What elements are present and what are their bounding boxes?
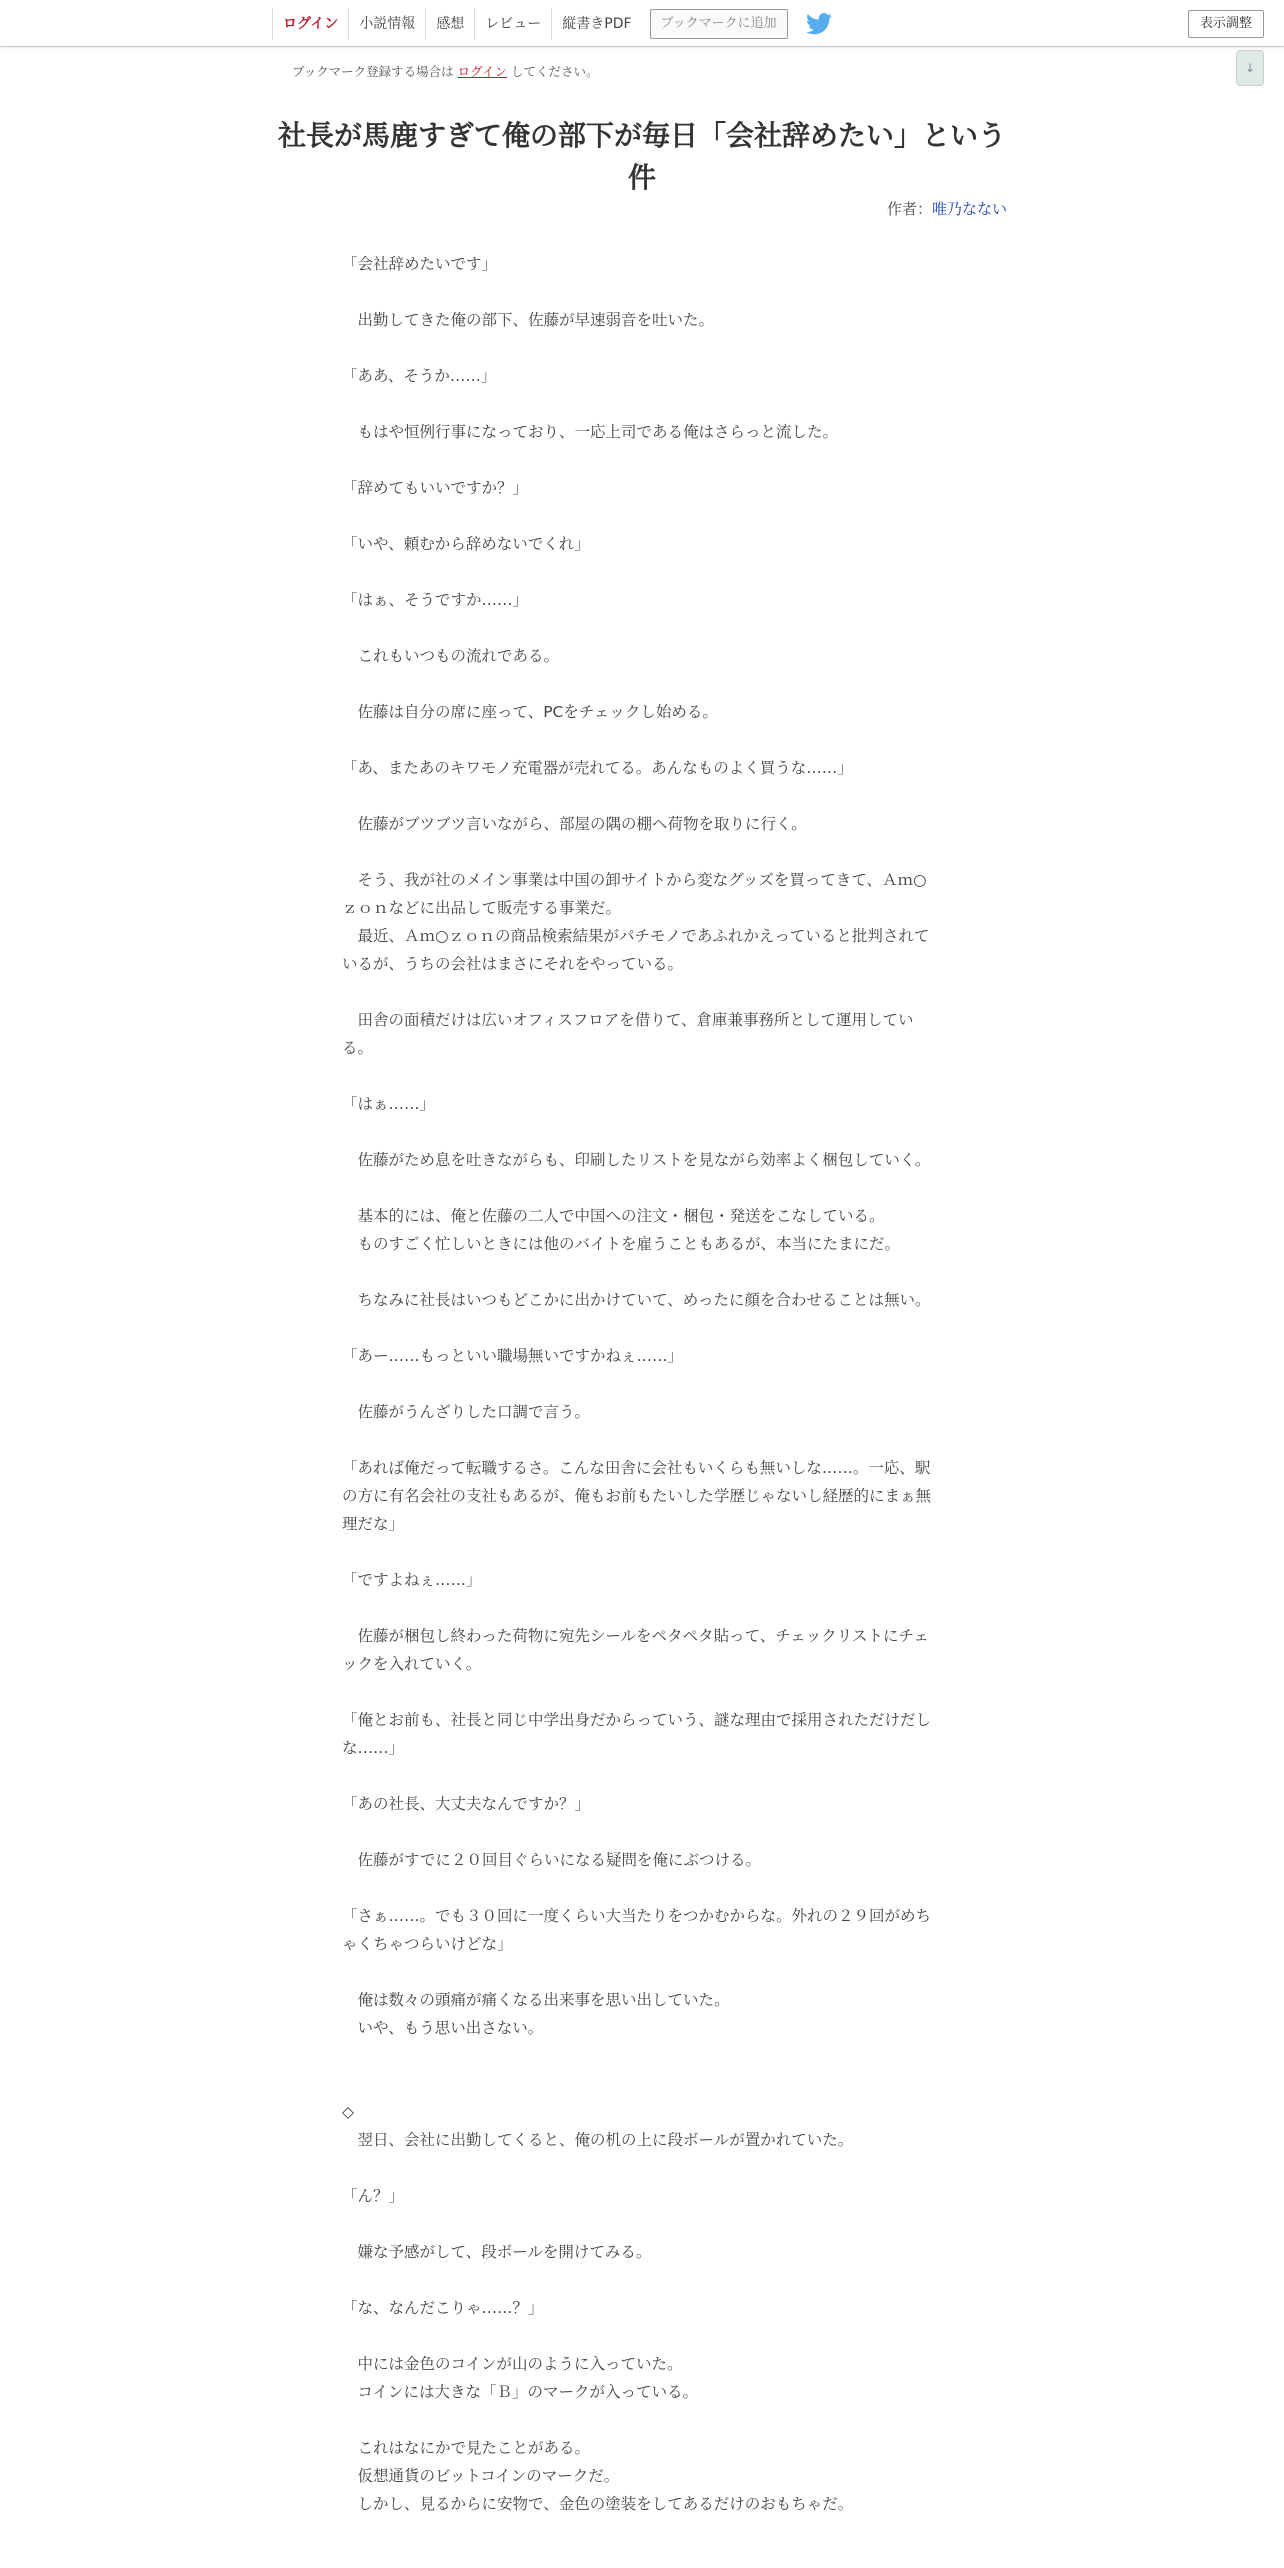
novel-paragraph: 佐藤は自分の席に座って、PCをチェックし始める。 [342,703,718,721]
novel-paragraph: 俺は数々の頭痛が痛くなる出来事を思い出していた。 [342,1991,730,2009]
novel-paragraph: コインには大きな「Ｂ」のマークが入っている。 [342,2383,699,2401]
novel-paragraph [342,1426,942,1454]
novel-paragraph [342,2210,942,2238]
novel-paragraph: ものすごく忙しいときには他のバイトを雇うこともあるが、本当にたまにだ。 [342,1235,901,1253]
nav-novel-info-link[interactable]: 小説情報 [348,8,425,40]
display-settings-button[interactable]: 表示調整 [1188,10,1264,38]
novel-paragraph: 「ですよねぇ……」 [342,1571,482,1589]
novel-paragraph [342,334,942,362]
novel-paragraph: 最近、Ａｍ○ｚｏｎの商品検索結果がパチモノであふれかえっていると批判されているが、うちの会社はまさにそれをやっている。 [342,927,930,973]
novel-paragraph [342,670,942,698]
novel-paragraph [342,2042,942,2070]
novel-paragraph: 佐藤がブツブツ言いながら、部屋の隅の棚へ荷物を取りに行く。 [342,815,807,833]
add-bookmark-button[interactable]: ブックマークに追加 [650,9,788,39]
author-line [887,198,1007,219]
novel-paragraph [342,838,942,866]
novel-paragraph: ちなみに社長はいつもどこかに出かけていて、めったに顔を合わせることは無い。 [342,1291,931,1309]
nav-pdf-link[interactable]: 縦書きPDF [551,8,641,40]
novel-paragraph [342,558,942,586]
novel-paragraph [342,1594,942,1622]
novel-paragraph: 「会社辞めたいです」 [342,255,498,273]
novel-paragraph: 「あれば俺だって転職するさ。こんな田舎に会社もいくらも無いしな……。一応、駅の方に有名会社の支社もあるが、俺もお前もたいした学歴じゃないし経歴的にまぁ無理だな」 [342,1459,932,1533]
novel-paragraph: そう、我が社のメイン事業は中国の卸サイトから変なグッズを買ってきて、Ａｍ○ｚｏｎなどに出品して販売する事業だ。 [342,871,927,917]
novel-paragraph: 「あの社長、大丈夫なんですか？」 [342,1795,591,1813]
novel-paragraph [342,2406,942,2434]
novel-paragraph [342,1370,942,1398]
novel-paragraph [342,1874,942,1902]
novel-paragraph: ◇ [342,2103,354,2121]
novel-paragraph: 佐藤がため息を吐きながらも、印刷したリストを見ながら効率よく梱包していく。 [342,1151,931,1169]
novel-paragraph [342,502,942,530]
novel-paragraph: 「はぁ、そうですか……」 [342,591,529,609]
novel-paragraph [342,2322,942,2350]
novel-paragraph: 翌日、会社に出勤してくると、俺の机の上に段ボールが置かれていた。 [342,2131,854,2149]
novel-paragraph: 「いや、頼むから辞めないでくれ」 [342,535,590,553]
novel-paragraph: 「あ、またあのキワモノ充電器が売れてる。あんなものよく買うな……」 [342,759,853,777]
novel-paragraph: 出勤してきた俺の部下、佐藤が早速弱音を吐いた。 [342,311,715,329]
novel-paragraph [342,978,942,1006]
novel-paragraph: 佐藤がうんざりした口調で言う。 [342,1403,591,1421]
novel-paragraph [342,2154,942,2182]
novel-paragraph: いや、もう思い出さない。 [342,2019,544,2037]
nav-review-link[interactable]: レビュー [474,8,551,40]
novel-paragraph [342,1958,942,1986]
novel-paragraph [342,1062,942,1090]
arrow-down-icon: ↓ [1244,61,1256,75]
scroll-down-button[interactable] [1236,50,1264,86]
notice-prefix: ブックマーク登録する場合は [292,64,454,79]
novel-paragraph: 「な、なんだこりゃ……？」 [342,2299,544,2317]
novel-paragraph: 「あー……もっといい職場無いですかねぇ……」 [342,1347,684,1365]
novel-paragraph [342,390,942,418]
novel-paragraph: 嫌な予感がして、段ボールを開けてみる。 [342,2243,652,2261]
novel-paragraph: 「はぁ……」 [342,1095,436,1113]
novel-paragraph [342,726,942,754]
notice-login-link[interactable]: ログイン [457,64,508,79]
bookmark-login-notice [292,62,599,80]
novel-paragraph [342,1118,942,1146]
novel-title: 社長が馬鹿すぎて俺の部下が毎日「会社辞めたい」という件 [277,118,1006,194]
nav-impressions-link[interactable]: 感想 [425,8,474,40]
novel-paragraph [342,1314,942,1342]
nav-menu [272,8,832,40]
novel-paragraph: 田舎の面積だけは広いオフィスフロアを借りて、倉庫兼事務所として運用している。 [342,1011,914,1057]
twitter-icon[interactable] [806,13,832,35]
novel-paragraph [342,782,942,810]
novel-paragraph: 「ああ、そうか……」 [342,367,497,385]
novel-paragraph: 基本的には、俺と佐藤の二人で中国への注文・梱包・発送をこなしている。 [342,1207,885,1225]
notice-suffix: してください。 [511,64,599,79]
novel-paragraph [342,2266,942,2294]
novel-paragraph [342,1174,942,1202]
novel-paragraph: これはなにかで見たことがある。 [342,2439,591,2457]
novel-paragraph: 仮想通貨のビットコインのマークだ。 [342,2467,620,2485]
nav-login-link[interactable]: ログイン [272,8,348,40]
novel-paragraph [342,1258,942,1286]
novel-paragraph: 「俺とお前も、社長と同じ中学出身だからっていう、謎な理由で採用されただけだしな……」 [342,1711,932,1757]
novel-paragraph [342,2070,942,2098]
author-label: 作者： [886,200,932,218]
novel-paragraph: 佐藤が梱包し終わった荷物に宛先シールをペタペタ貼って、チェックリストにチェックを入れていく。 [342,1627,929,1673]
top-navigation-bar [0,0,1284,47]
novel-paragraph: 「辞めてもいいですか？」 [342,479,529,497]
novel-paragraph: これもいつもの流れである。 [342,647,560,665]
novel-paragraph: 中には金色のコインが山のように入っていた。 [342,2355,683,2373]
novel-paragraph: 佐藤がすでに２０回目ぐらいになる疑問を俺にぶつける。 [342,1851,761,1869]
novel-paragraph: しかし、見るからに安物で、金色の塗装をしてあるだけのおもちゃだ。 [342,2495,854,2513]
novel-paragraph [342,1538,942,1566]
novel-paragraph [342,1678,942,1706]
novel-paragraph [342,446,942,474]
novel-paragraph: 「さぁ……。でも３０回に一度くらい大当たりをつかむからな。外れの２９回がめちゃくちゃつらいけどな」 [342,1907,932,1953]
author-link[interactable]: 唯乃なない [931,200,1007,218]
novel-paragraph [342,1762,942,1790]
novel-paragraph [342,1818,942,1846]
novel-paragraph [342,614,942,642]
novel-paragraph [342,278,942,306]
novel-body [342,250,942,2518]
novel-paragraph: 「ん？」 [342,2187,405,2205]
novel-paragraph: もはや恒例行事になっており、一応上司である俺はさらっと流した。 [342,423,839,441]
